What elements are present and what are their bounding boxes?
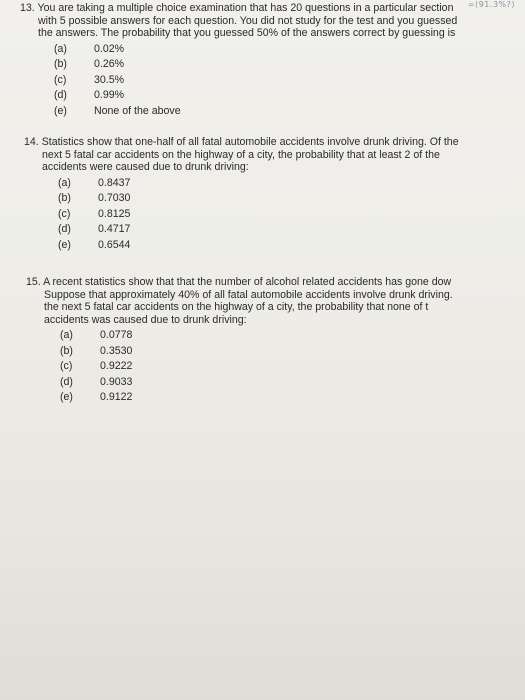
option-15d[interactable]: (d) 0.9033 [60,375,133,388]
option-15e[interactable]: (e) 0.9122 [60,391,133,404]
option-15c[interactable]: (c) 0.9222 [60,360,133,373]
option-15b[interactable]: (b) 0.3530 [60,344,133,357]
question-14-options [24,176,523,254]
option-13b[interactable]: (b) 0.26% [54,58,125,71]
option-14b[interactable]: (b) 0.7030 [58,192,131,205]
question-14 [24,136,523,253]
option-13a[interactable]: (a) 0.02% [54,42,125,55]
question-15-line-2: Suppose that approximately 40% of all fatal automobile accidents involve drunk driving. [44,288,453,301]
option-14d[interactable]: (d) 0.4717 [58,223,131,236]
question-15-line-3: the next 5 fatal car accidents on the highway of a city, the probability that none of t [44,301,429,314]
option-13c[interactable]: (c) 30.5% [54,73,125,86]
question-14-line-2: next 5 fatal car accidents on the highway of a city, the probability that at least 2 of the [42,148,440,161]
question-13 [20,2,519,119]
question-15-line-4: accidents was caused due to drunk driving: [44,313,247,326]
question-13-options [20,42,519,120]
question-13-line-2: with 5 possible answers for each question. You did not study for the test and you guessed [38,14,458,27]
question-15-options [26,328,525,406]
option-14c[interactable]: (c) 0.8125 [58,207,131,220]
question-14-line-1: 14. Statistics show that one-half of all fatal automobile accidents involve drunk driving. Of the [24,136,459,148]
option-14e[interactable]: (e) 0.6544 [58,238,131,251]
handwritten-annotation: =(91.3%?) [467,0,515,9]
option-14a[interactable]: (a) 0.8437 [58,176,131,189]
question-15-line-1: 15. A recent statistics show that that the number of alcohol related accidents has gone dow [26,276,452,288]
question-14-line-3: accidents were caused due to drunk driving: [42,161,249,174]
option-15a[interactable]: (a) 0.0778 [60,329,133,342]
option-13e[interactable]: (e) None of the above [54,104,181,117]
question-13-line-1: 13. You are taking a multiple choice examination that has 20 questions in a particular section [20,2,454,14]
question-13-line-3: the answers. The probability that you guessed 50% of the answers correct by guessing is [38,27,456,40]
question-15 [26,276,525,406]
option-13d[interactable]: (d) 0.99% [54,89,125,102]
